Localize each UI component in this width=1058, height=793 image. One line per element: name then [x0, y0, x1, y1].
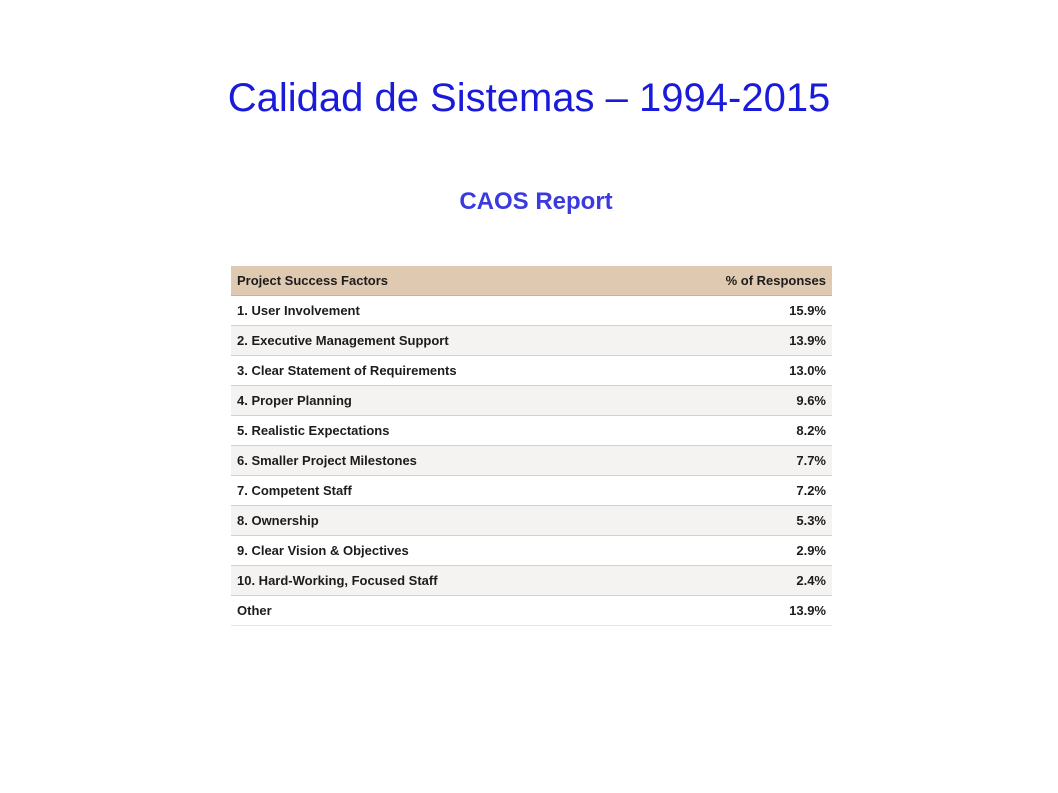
factor-cell: 9. Clear Vision & Objectives	[231, 536, 636, 566]
table-row	[231, 326, 832, 356]
percent-cell: 13.9%	[636, 596, 832, 626]
table-row	[231, 506, 832, 536]
table-row	[231, 596, 832, 626]
factor-cell: 1. User Involvement	[231, 296, 636, 326]
factor-cell: 4. Proper Planning	[231, 386, 636, 416]
factor-cell: 5. Realistic Expectations	[231, 416, 636, 446]
factor-cell: 6. Smaller Project Milestones	[231, 446, 636, 476]
table-row	[231, 386, 832, 416]
percent-cell: 13.0%	[636, 356, 832, 386]
percent-cell: 7.7%	[636, 446, 832, 476]
factor-cell: 7. Competent Staff	[231, 476, 636, 506]
header-project-success-factors: Project Success Factors	[231, 266, 636, 296]
percent-cell: 15.9%	[636, 296, 832, 326]
table-header-row	[231, 266, 832, 296]
table-body	[231, 296, 832, 626]
slide-title: Calidad de Sistemas – 1994-2015	[227, 76, 831, 120]
table-row	[231, 476, 832, 506]
percent-cell: 7.2%	[636, 476, 832, 506]
table-header	[231, 266, 832, 296]
percent-cell: 13.9%	[636, 326, 832, 356]
table-row	[231, 566, 832, 596]
success-factors-table-container	[231, 266, 832, 626]
percent-cell: 2.4%	[636, 566, 832, 596]
factor-cell: 2. Executive Management Support	[231, 326, 636, 356]
percent-cell: 8.2%	[636, 416, 832, 446]
percent-cell: 2.9%	[636, 536, 832, 566]
factor-cell: Other	[231, 596, 636, 626]
success-factors-table	[231, 266, 832, 626]
table-row	[231, 446, 832, 476]
percent-cell: 5.3%	[636, 506, 832, 536]
table-row	[231, 296, 832, 326]
table-row	[231, 356, 832, 386]
table-row	[231, 536, 832, 566]
percent-cell: 9.6%	[636, 386, 832, 416]
factor-cell: 3. Clear Statement of Requirements	[231, 356, 636, 386]
header-percent-of-responses: % of Responses	[636, 266, 832, 296]
slide-subtitle: CAOS Report	[459, 188, 613, 215]
factor-cell: 8. Ownership	[231, 506, 636, 536]
factor-cell: 10. Hard-Working, Focused Staff	[231, 566, 636, 596]
table-row	[231, 416, 832, 446]
